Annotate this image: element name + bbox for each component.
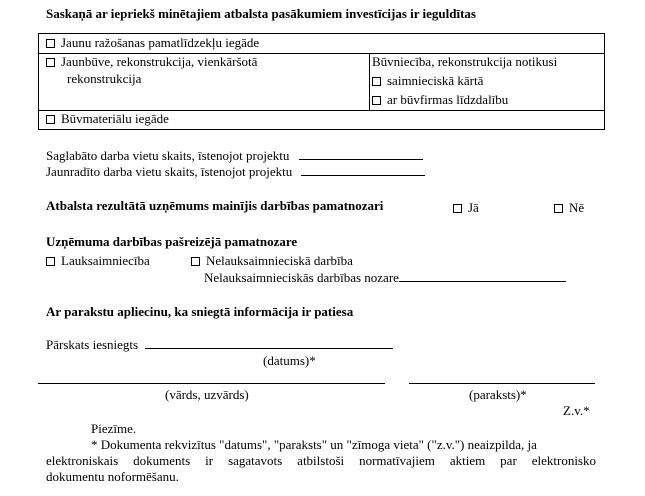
non-agri-sector-field[interactable] [399, 281, 566, 282]
jobs-created-label: Jaunradīto darba vietu skaits, īstenojot projektu [46, 164, 293, 179]
jobs-saved-label: Saglabāto darba vietu skaits, īstenojot projektu [46, 148, 290, 163]
option-economic-label: saimnieciskā kārtā [387, 73, 484, 88]
yes-label: Jā [468, 200, 479, 215]
agriculture-label: Lauksaimniecība [61, 253, 150, 268]
date-caption: (datums)* [263, 353, 316, 368]
submitted-label: Pārskats iesniegts [46, 337, 139, 352]
stamp-label: Z.v.* [563, 403, 590, 418]
name-line[interactable] [38, 383, 385, 384]
construction-title: Būvniecība, rekonstrukcija notikusi [372, 54, 558, 69]
agriculture-option[interactable] [46, 253, 150, 269]
investments-heading: Saskaņā ar iepriekš minētajiem atbalsta pasākumiem investīcijas ir ieguldītas [46, 6, 476, 21]
non-agri-sector-label: Nelauksaimnieciskās darbības nozare [204, 270, 399, 285]
sector-change-yes[interactable] [453, 200, 479, 216]
confirmation-statement: Ar parakstu apliecinu, ka sniegtā informācija ir patiesa [46, 304, 354, 319]
non-agriculture-option[interactable] [191, 253, 353, 269]
non-agriculture-label: Nelauksaimnieciskā darbība [206, 253, 353, 268]
jobs-saved-row [46, 148, 423, 164]
new-building-label-2: rekonstrukcija [67, 71, 142, 86]
option-economic-checkbox[interactable] [372, 77, 381, 86]
jobs-created-field[interactable] [301, 175, 425, 176]
materials-label: Būvmateriālu iegāde [61, 111, 169, 126]
new-assets-checkbox[interactable] [46, 39, 55, 48]
new-assets-label: Jaunu ražošanas pamatlīdzekļu iegāde [61, 35, 260, 50]
option-economic-row[interactable] [372, 73, 483, 89]
new-building-row[interactable] [46, 54, 257, 70]
note-title: Piezīme. [91, 421, 137, 436]
sector-change-no[interactable] [554, 200, 584, 216]
current-sector-heading: Uzņēmuma darbības pašreizējā pamatnozare [46, 234, 298, 249]
submitted-row [46, 337, 393, 353]
option-company-checkbox[interactable] [372, 96, 381, 105]
jobs-created-row [46, 164, 425, 180]
signature-line[interactable] [409, 383, 595, 384]
non-agriculture-checkbox[interactable] [191, 257, 200, 266]
yes-checkbox[interactable] [453, 204, 462, 213]
name-caption: (vārds, uzvārds) [165, 387, 249, 402]
new-building-checkbox[interactable] [46, 58, 55, 67]
agriculture-checkbox[interactable] [46, 257, 55, 266]
materials-checkbox[interactable] [46, 115, 55, 124]
note-line-3: dokumentu noformēšanu. [46, 469, 179, 484]
no-label: Nē [569, 200, 585, 215]
new-assets-row[interactable] [46, 35, 259, 51]
signature-caption: (paraksts)* [469, 387, 527, 402]
jobs-saved-field[interactable] [299, 159, 423, 160]
option-company-label: ar būvfirmas līdzdalību [387, 92, 509, 107]
materials-row[interactable] [46, 111, 169, 127]
option-company-row[interactable] [372, 92, 508, 108]
no-checkbox[interactable] [554, 204, 563, 213]
new-building-label-1: Jaunbūve, rekonstrukcija, vienkāršotā [61, 54, 258, 69]
note-line-1: * Dokumenta rekvizītus "datums", "paraksts" un "zīmoga vieta" ("z.v.") neaizpilda, ja [91, 437, 537, 452]
sector-change-question: Atbalsta rezultātā uzņēmums mainījis darbības pamatnozari [46, 198, 384, 213]
non-agri-sector-row [204, 270, 566, 286]
submitted-date-field[interactable] [145, 348, 393, 349]
table-column-divider [369, 53, 370, 110]
note-line-2: elektroniskais dokuments ir sagatavots atbilstoši normatīvajiem aktiem par elektronisko [46, 453, 596, 468]
